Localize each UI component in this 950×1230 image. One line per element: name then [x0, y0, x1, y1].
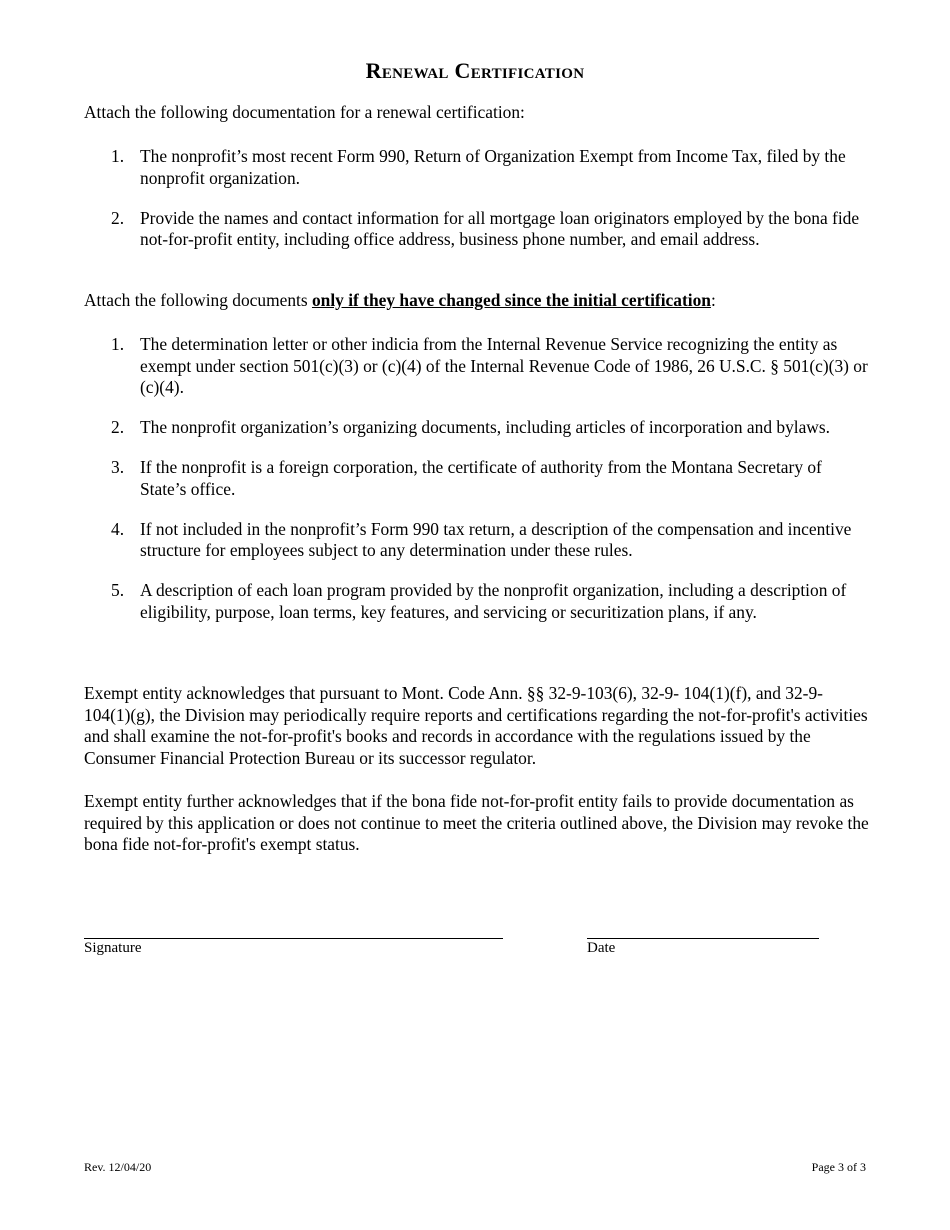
list-item: [84, 208, 869, 251]
list-item: [84, 417, 869, 439]
page-title: [0, 58, 950, 84]
list-number: 3.: [111, 457, 125, 477]
changed-documents-intro: [84, 290, 869, 312]
list-number: 2.: [111, 207, 125, 228]
list-text: A description of each loan program provided by the nonprofit organization, including a description of eligibility, purpose, loan terms, key features, and servicing or securitization plans, if any.: [140, 580, 847, 622]
list-item: [84, 457, 869, 500]
acknowledgement-paragraph-2: Exempt entity further acknowledges that if the bona fide not-for-profit entity fails to provide documentation as required by this application or does not continue to meet the criteria outlined above, the Division may revoke the bona fide not-for-profit's exempt status.: [84, 791, 869, 854]
list-item: [84, 519, 869, 562]
date-line[interactable]: [587, 938, 819, 939]
title-rest-2: ertification: [470, 58, 585, 83]
renewal-intro: Attach the following documentation for a renewal certification:: [84, 102, 525, 122]
list-number: 1.: [111, 334, 125, 354]
renewal-documents-list: [84, 146, 869, 269]
changed-intro-emphasis: only if they have changed since the initial certification: [311, 290, 711, 310]
list-text: The nonprofit’s most recent Form 990, Return of Organization Exempt from Income Tax, filed by the nonprofit organization.: [140, 146, 846, 188]
changed-intro-suffix: :: [710, 290, 716, 310]
title-initial-2: C: [454, 58, 471, 83]
list-item: [84, 580, 869, 623]
page-number: Page 3 of 3: [811, 1160, 866, 1174]
title-initial-1: R: [365, 58, 382, 83]
title-rest-1: enewal: [381, 58, 449, 83]
list-number: 1.: [111, 146, 125, 166]
list-number: 4.: [111, 518, 125, 539]
changed-intro-prefix: Attach the following documents: [84, 290, 312, 310]
date-label: Date: [587, 940, 616, 956]
list-text: If the nonprofit is a foreign corporation, the certificate of authority from the Montana Secretary of State’s office.: [140, 457, 822, 499]
list-text: Provide the names and contact information for all mortgage loan originators employed by the bona fide not-for-profit entity, including office address, business phone number, and email address.: [140, 207, 860, 249]
list-text: The nonprofit organization’s organizing documents, including articles of incorporation and bylaws.: [140, 417, 830, 437]
list-number: 2.: [111, 417, 125, 437]
acknowledgement-paragraph-1: Exempt entity acknowledges that pursuant to Mont. Code Ann. §§ 32-9-103(6), 32-9- 104(1)(f), and 32-9-104(1)(g), the Division may periodically require reports and certifications regarding the not-for-profit's activities and shall examine the not-for-profit's books and records in accordance with the regulations issued by the Consumer Financial Protection Bureau or its successor regulator.: [84, 683, 868, 768]
changed-documents-list: [84, 334, 869, 642]
signature-label: Signature: [84, 940, 142, 956]
list-item: [84, 334, 869, 399]
list-number: 5.: [111, 580, 125, 600]
revision-date: Rev. 12/04/20: [84, 1160, 152, 1174]
signature-line[interactable]: [84, 938, 503, 939]
list-text: The determination letter or other indicia from the Internal Revenue Service recognizing the entity as exempt under section 501(c)(3) or (c)(4) of the Internal Revenue Code of 1986, 26 U.S.C. § 501(c)(3) or (c)(4).: [140, 334, 868, 397]
list-text: If not included in the nonprofit’s Form 990 tax return, a description of the compensation and incentive structure for employees subject to any determination under these rules.: [140, 518, 852, 560]
list-item: [84, 146, 869, 189]
